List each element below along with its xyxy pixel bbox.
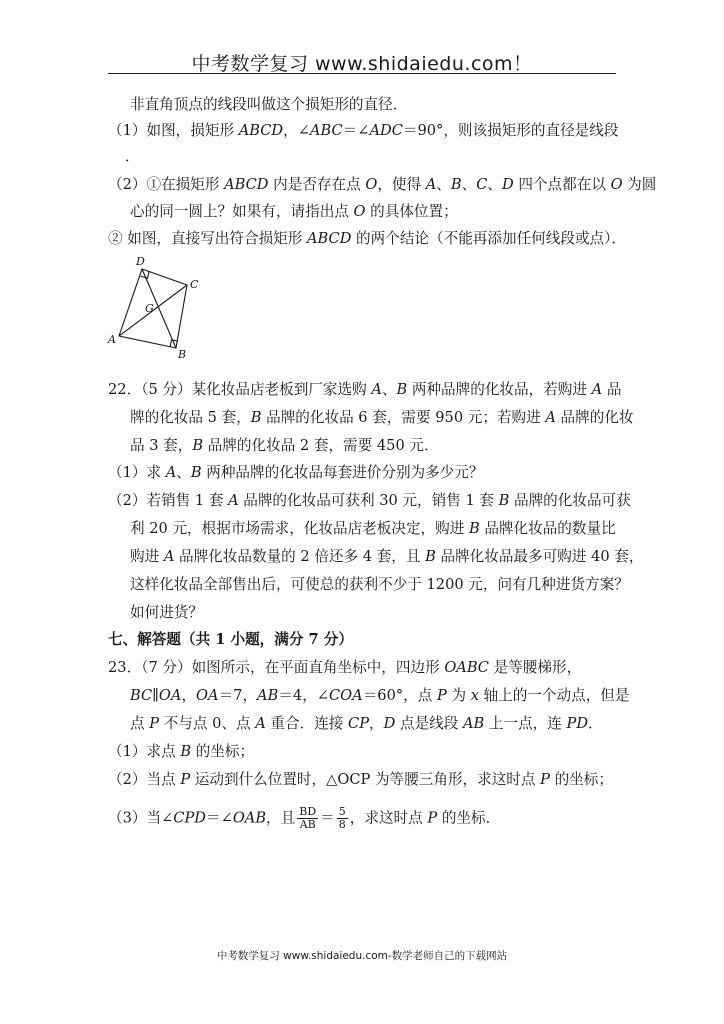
- label-b: B: [178, 348, 187, 361]
- q22-line-5: （2）若销售 1 套 A 品牌的化妆品可获利 30 元，销售 1 套 B 品牌的化妆品可获: [108, 492, 631, 509]
- q22-line-4: （1）求 A、B 两种品牌的化妆品每套进价分别为多少元？: [108, 464, 484, 481]
- q21-line-4: （2）①在损矩形 ABCD 内是否存在点 O，使得 A、B、C、D 四个点都在以 O 为圆: [108, 176, 657, 193]
- header-rule: [108, 73, 616, 74]
- q21-line-5: 心的同一圆上？如果有，请指出点 O 的具体位置；: [130, 203, 458, 220]
- q22-line-9: 如何进货？: [130, 604, 203, 621]
- q21-line-6: ② 如图，直接写出符合损矩形 ABCD 的两个结论（不能再添加任何线段或点）．: [108, 230, 627, 247]
- q22-line-8: 这样化妆品全部售出后，可使总的获利不少于 1200 元，问有几种进货方案？: [130, 576, 629, 593]
- page-footer: 中考数学复习 www.shidaiedu.com-数学老师自己的下载网站: [216, 950, 508, 962]
- q23-line-3: 点 P 不与点 0、点 A 重合．连接 CP，D 点是线段 AB 上一点，连 PD．: [130, 715, 603, 732]
- q21-line-2: （1）如图，损矩形 ABCD，∠ABC＝∠ADC＝90°，则该损矩形的直径是线段: [108, 122, 619, 139]
- q23-line-6: （3）当∠CPD＝∠OAB，且 $\frac{BD}{AB}$ ＝ $\frac{5}{8}$ ，求这时点 P 的坐标．: [108, 805, 501, 831]
- q22-line-2: 牌的化妆品 5 套，B 品牌的化妆品 6 套，需要 950 元；若购进 A 品牌的化妆: [130, 409, 634, 426]
- q22-line-7: 购进 A 品牌化妆品数量的 2 倍还多 4 套，且 B 品牌化妆品最多可购进 40 套，: [130, 548, 644, 565]
- label-g: G: [145, 302, 154, 315]
- q22-line-1: 22．（5 分）某化妆品店老板到厂家选购 A、B 两种品牌的化妆品，若购进 A 品: [108, 381, 622, 398]
- q23-line-2: BC∥OA，OA＝7，AB＝4，∠COA＝60°，点 P 为 x 轴上的一个动点，但是: [130, 687, 630, 704]
- fraction-5-8: $\frac{5}{8}$: [338, 805, 346, 831]
- page-header: 中考数学复习 www.shidaiedu.com！: [191, 53, 533, 75]
- fraction-bd-ab: $\frac{BD}{AB}$: [299, 805, 317, 831]
- label-c: C: [190, 278, 199, 291]
- q21-line-1: 非直角顶点的线段叫做这个损矩形的直径．: [130, 96, 408, 113]
- q23-line-4: （1）求点 B 的坐标；: [108, 743, 255, 760]
- q23-line-5: （2）当点 P 运动到什么位置时，△OCP 为等腰三角形，求这时点 P 的坐标；: [108, 771, 613, 788]
- q21-line-3: ．: [125, 148, 140, 165]
- q22-line-3: 品 3 套，B 品牌的化妆品 2 套，需要 450 元．: [130, 437, 439, 454]
- section-7-title: 七、解答题（共 1 小题，满分 7 分）: [108, 631, 353, 648]
- q23-line-1: 23．（7 分）如图所示，在平面直角坐标中，四边形 OABC 是等腰梯形，: [108, 659, 582, 676]
- label-d: D: [136, 255, 145, 268]
- label-a: A: [108, 333, 116, 346]
- loss-rectangle-figure: [104, 250, 214, 362]
- q22-line-6: 利 20 元，根据市场需求，化妆品店老板决定，购进 B 品牌化妆品的数量比: [130, 520, 616, 537]
